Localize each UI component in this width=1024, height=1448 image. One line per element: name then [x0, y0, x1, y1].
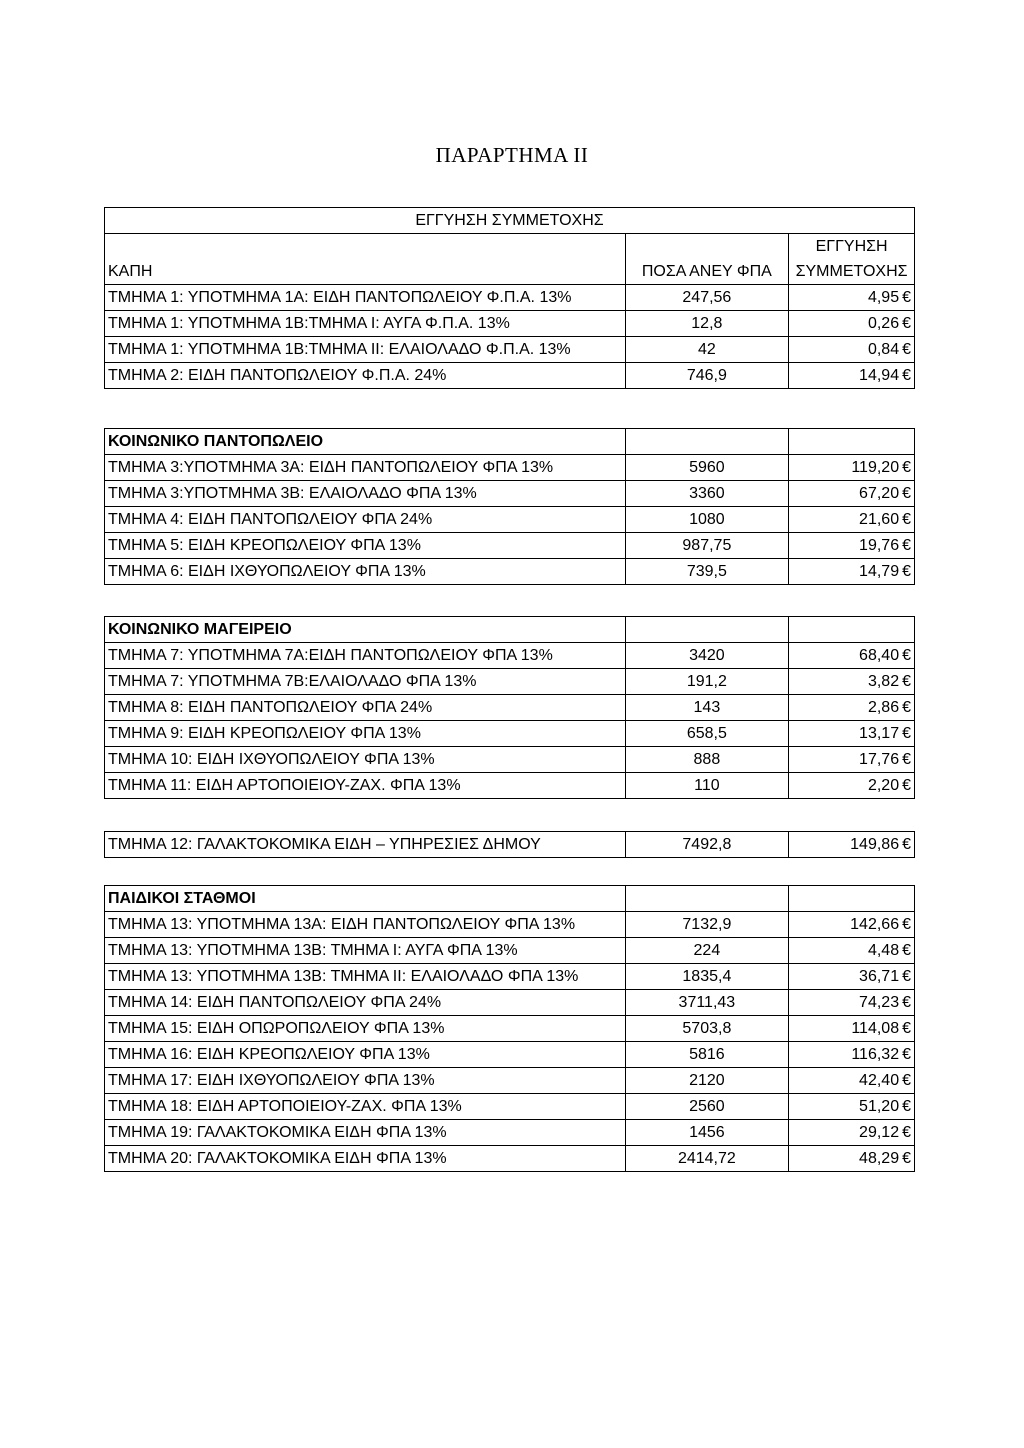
empty-cell [789, 617, 915, 643]
amount-value: 3360 [625, 481, 789, 507]
amount-value: 658,5 [625, 721, 789, 747]
table-row [105, 1068, 915, 1094]
empty-cell [625, 886, 789, 912]
amount-value: 3711,43 [625, 990, 789, 1016]
guarantee-cell [789, 363, 915, 389]
guarantee-value: 29,12 [859, 1124, 900, 1141]
euro-sign: € [902, 942, 911, 959]
guarantee-header-line2: ΣΥΜΜΕΤΟΧΗΣ [795, 263, 908, 280]
empty-cell [625, 617, 789, 643]
item-label: ΤΜΗΜΑ 7: ΥΠΟΤΜΗΜΑ 7Α:ΕΙΔΗ ΠΑΝΤΟΠΩΛΕΙΟΥ ΦΠΑ 13% [105, 643, 626, 669]
item-label: ΤΜΗΜΑ 17: ΕΙΔΗ ΙΧΘΥΟΠΩΛΕΙΟΥ ΦΠΑ 13% [105, 1068, 626, 1094]
amount-value: 5816 [625, 1042, 789, 1068]
amount-value: 1080 [625, 507, 789, 533]
item-label: ΤΜΗΜΑ 3:ΥΠΟΤΜΗΜΑ 3Β: ΕΛΑΙΟΛΑΔΟ ΦΠΑ 13% [105, 481, 626, 507]
guarantee-value: 142,66 [850, 916, 900, 933]
guarantee-value: 21,60 [859, 511, 900, 528]
guarantee-value: 36,71 [859, 968, 900, 985]
guarantee-value: 3,82 [867, 673, 900, 690]
amount-value: 5960 [625, 455, 789, 481]
euro-sign: € [902, 485, 911, 502]
guarantee-cell [789, 533, 915, 559]
item-label: ΤΜΗΜΑ 13: ΥΠΟΤΜΗΜΑ 13Β: ΤΜΗΜΑ ΙΙ: ΕΛΑΙΟΛΑΔΟ ΦΠΑ 13% [105, 964, 626, 990]
table-row [105, 747, 915, 773]
guarantee-value: 2,86 [867, 699, 900, 716]
amount-value: 7132,9 [625, 912, 789, 938]
euro-sign: € [902, 1150, 911, 1167]
amount-value: 12,8 [625, 311, 789, 337]
item-label: ΤΜΗΜΑ 2: ΕΙΔΗ ΠΑΝΤΟΠΩΛΕΙΟΥ Φ.Π.Α. 24% [105, 363, 626, 389]
guarantee-cell [789, 721, 915, 747]
amount-value: 1835,4 [625, 964, 789, 990]
amount-value: 224 [625, 938, 789, 964]
guarantee-cell [789, 481, 915, 507]
guarantee-cell [789, 1042, 915, 1068]
section-title: ΚΟΙΝΩΝΙΚΟ ΜΑΓΕΙΡΕΙΟ [105, 617, 626, 643]
guarantee-value: 42,40 [859, 1072, 900, 1089]
table-row [105, 695, 915, 721]
item-label: ΤΜΗΜΑ 10: ΕΙΔΗ ΙΧΘΥΟΠΩΛΕΙΟΥ ΦΠΑ 13% [105, 747, 626, 773]
table-row [105, 1016, 915, 1042]
guarantee-value: 68,40 [859, 647, 900, 664]
amount-value: 2560 [625, 1094, 789, 1120]
guarantee-cell [789, 832, 915, 858]
euro-sign: € [902, 341, 911, 358]
guarantee-cell [789, 1120, 915, 1146]
table-row [105, 938, 915, 964]
table-row [105, 507, 915, 533]
item-label: ΤΜΗΜΑ 8: ΕΙΔΗ ΠΑΝΤΟΠΩΛΕΙΟΥ ΦΠΑ 24% [105, 695, 626, 721]
amount-column-header: ΠΟΣΑ ΑΝΕΥ ΦΠΑ [625, 234, 789, 285]
euro-sign: € [902, 994, 911, 1011]
item-label: ΤΜΗΜΑ 1: ΥΠΟΤΜΗΜΑ 1Α: ΕΙΔΗ ΠΑΝΤΟΠΩΛΕΙΟΥ Φ.Π.Α. 13% [105, 285, 626, 311]
table-row [105, 533, 915, 559]
item-label: ΤΜΗΜΑ 4: ΕΙΔΗ ΠΑΝΤΟΠΩΛΕΙΟΥ ΦΠΑ 24% [105, 507, 626, 533]
guarantee-cell [789, 669, 915, 695]
euro-sign: € [902, 1124, 911, 1141]
table-row [105, 363, 915, 389]
table-row [105, 337, 915, 363]
guarantee-cell [789, 285, 915, 311]
euro-sign: € [902, 699, 911, 716]
item-label: ΤΜΗΜΑ 13: ΥΠΟΤΜΗΜΑ 13Α: ΕΙΔΗ ΠΑΝΤΟΠΩΛΕΙΟΥ ΦΠΑ 13% [105, 912, 626, 938]
guarantee-value: 67,20 [859, 485, 900, 502]
kapi-column-header: ΚΑΠΗ [105, 234, 626, 285]
guarantee-cell [789, 311, 915, 337]
guarantee-value: 74,23 [859, 994, 900, 1011]
guarantee-value: 14,94 [859, 367, 900, 384]
amount-value: 110 [625, 773, 789, 799]
table-row [105, 990, 915, 1016]
section-title: ΚΟΙΝΩΝΙΚΟ ΠΑΝΤΟΠΩΛΕΙΟ [105, 429, 626, 455]
guarantee-column-header [789, 234, 915, 285]
table-row [105, 285, 915, 311]
item-label: ΤΜΗΜΑ 15: ΕΙΔΗ ΟΠΩΡΟΠΩΛΕΙΟΥ ΦΠΑ 13% [105, 1016, 626, 1042]
table-row [105, 669, 915, 695]
euro-sign: € [902, 673, 911, 690]
guarantee-value: 119,20 [851, 459, 900, 476]
item-label: ΤΜΗΜΑ 16: ΕΙΔΗ ΚΡΕΟΠΩΛΕΙΟΥ ΦΠΑ 13% [105, 1042, 626, 1068]
euro-sign: € [902, 367, 911, 384]
guarantee-header: ΕΓΓΥΗΣΗ ΣΥΜΜΕΤΟΧΗΣ [105, 208, 915, 234]
guarantee-cell [789, 455, 915, 481]
euro-sign: € [902, 511, 911, 528]
euro-sign: € [902, 1046, 911, 1063]
guarantee-value: 4,48 [867, 942, 900, 959]
empty-cell [625, 429, 789, 455]
dairy-services-table [104, 831, 915, 858]
euro-sign: € [902, 537, 911, 554]
table-row [105, 1094, 915, 1120]
guarantee-value: 17,76 [859, 751, 900, 768]
table-row [105, 912, 915, 938]
amount-value: 143 [625, 695, 789, 721]
item-label: ΤΜΗΜΑ 11: ΕΙΔΗ ΑΡΤΟΠΟΙΕΙΟΥ-ΖΑΧ. ΦΠΑ 13% [105, 773, 626, 799]
table-row [105, 455, 915, 481]
euro-sign: € [902, 916, 911, 933]
guarantee-value: 149,86 [850, 836, 900, 853]
amount-value: 7492,8 [625, 832, 789, 858]
item-label: ΤΜΗΜΑ 14: ΕΙΔΗ ΠΑΝΤΟΠΩΛΕΙΟΥ ΦΠΑ 24% [105, 990, 626, 1016]
guarantee-cell [789, 507, 915, 533]
table-row [105, 311, 915, 337]
euro-sign: € [902, 315, 911, 332]
table-row [105, 832, 915, 858]
euro-sign: € [902, 968, 911, 985]
guarantee-cell [789, 559, 915, 585]
amount-value: 888 [625, 747, 789, 773]
euro-sign: € [902, 1072, 911, 1089]
guarantee-value: 51,20 [859, 1098, 900, 1115]
guarantee-value: 0,26 [867, 315, 900, 332]
item-label: ΤΜΗΜΑ 7: ΥΠΟΤΜΗΜΑ 7Β:ΕΛΑΙΟΛΑΔΟ ΦΠΑ 13% [105, 669, 626, 695]
euro-sign: € [902, 777, 911, 794]
euro-sign: € [902, 289, 911, 306]
guarantee-cell [789, 337, 915, 363]
amount-value: 191,2 [625, 669, 789, 695]
amount-value: 1456 [625, 1120, 789, 1146]
guarantee-cell [789, 773, 915, 799]
table-row [105, 721, 915, 747]
amount-value: 746,9 [625, 363, 789, 389]
item-label: ΤΜΗΜΑ 12: ΓΑΛΑΚΤΟΚΟΜΙΚΑ ΕΙΔΗ – ΥΠΗΡΕΣΙΕΣ ΔΗΜΟΥ [105, 832, 626, 858]
guarantee-cell [789, 747, 915, 773]
guarantee-cell [789, 695, 915, 721]
amount-value: 42 [625, 337, 789, 363]
item-label: ΤΜΗΜΑ 1: ΥΠΟΤΜΗΜΑ 1Β:ΤΜΗΜΑ Ι: ΑΥΓΑ Φ.Π.Α. 13% [105, 311, 626, 337]
guarantee-cell [789, 912, 915, 938]
guarantee-cell [789, 1094, 915, 1120]
euro-sign: € [902, 751, 911, 768]
guarantee-value: 114,08 [851, 1020, 900, 1037]
empty-cell [789, 429, 915, 455]
guarantee-value: 19,76 [859, 537, 900, 554]
amount-value: 3420 [625, 643, 789, 669]
social-grocery-table [104, 428, 915, 585]
item-label: ΤΜΗΜΑ 5: ΕΙΔΗ ΚΡΕΟΠΩΛΕΙΟΥ ΦΠΑ 13% [105, 533, 626, 559]
table-row [105, 1120, 915, 1146]
item-label: ΤΜΗΜΑ 13: ΥΠΟΤΜΗΜΑ 13Β: ΤΜΗΜΑ Ι: ΑΥΓΑ ΦΠΑ 13% [105, 938, 626, 964]
item-label: ΤΜΗΜΑ 19: ΓΑΛΑΚΤΟΚΟΜΙΚΑ ΕΙΔΗ ΦΠΑ 13% [105, 1120, 626, 1146]
table-row [105, 481, 915, 507]
guarantee-cell [789, 990, 915, 1016]
euro-sign: € [902, 459, 911, 476]
guarantee-cell [789, 938, 915, 964]
guarantee-cell [789, 1146, 915, 1172]
amount-value: 987,75 [625, 533, 789, 559]
item-label: ΤΜΗΜΑ 3:ΥΠΟΤΜΗΜΑ 3Α: ΕΙΔΗ ΠΑΝΤΟΠΩΛΕΙΟΥ ΦΠΑ 13% [105, 455, 626, 481]
euro-sign: € [902, 1098, 911, 1115]
item-label: ΤΜΗΜΑ 18: ΕΙΔΗ ΑΡΤΟΠΟΙΕΙΟΥ-ΖΑΧ. ΦΠΑ 13% [105, 1094, 626, 1120]
amount-value: 2414,72 [625, 1146, 789, 1172]
euro-sign: € [902, 563, 911, 580]
table-row [105, 643, 915, 669]
table-row [105, 773, 915, 799]
social-kitchen-table [104, 616, 915, 799]
page-title: ΠΑΡΑΡΤΗΜΑ ΙΙ [435, 143, 589, 167]
guarantee-value: 2,20 [867, 777, 900, 794]
item-label: ΤΜΗΜΑ 1: ΥΠΟΤΜΗΜΑ 1Β:ΤΜΗΜΑ ΙΙ: ΕΛΑΙΟΛΑΔΟ Φ.Π.Α. 13% [105, 337, 626, 363]
nurseries-table [104, 885, 915, 1172]
guarantee-cell [789, 964, 915, 990]
kapi-table [104, 207, 915, 389]
table-row [105, 559, 915, 585]
euro-sign: € [902, 725, 911, 742]
amount-value: 739,5 [625, 559, 789, 585]
guarantee-value: 4,95 [867, 289, 900, 306]
section-title: ΠΑΙΔΙΚΟΙ ΣΤΑΘΜΟΙ [105, 886, 626, 912]
euro-sign: € [902, 836, 911, 853]
guarantee-value: 13,17 [859, 725, 900, 742]
table-row [105, 1042, 915, 1068]
table-row [105, 1146, 915, 1172]
euro-sign: € [902, 647, 911, 664]
amount-value: 5703,8 [625, 1016, 789, 1042]
table-row [105, 964, 915, 990]
item-label: ΤΜΗΜΑ 20: ΓΑΛΑΚΤΟΚΟΜΙΚΑ ΕΙΔΗ ΦΠΑ 13% [105, 1146, 626, 1172]
item-label: ΤΜΗΜΑ 9: ΕΙΔΗ ΚΡΕΟΠΩΛΕΙΟΥ ΦΠΑ 13% [105, 721, 626, 747]
guarantee-cell [789, 1016, 915, 1042]
guarantee-value: 0,84 [867, 341, 900, 358]
guarantee-cell [789, 1068, 915, 1094]
guarantee-cell [789, 643, 915, 669]
amount-value: 2120 [625, 1068, 789, 1094]
guarantee-value: 48,29 [859, 1150, 900, 1167]
guarantee-value: 116,32 [851, 1046, 900, 1063]
guarantee-header-line1: ΕΓΓΥΗΣΗ [815, 238, 888, 255]
amount-value: 247,56 [625, 285, 789, 311]
guarantee-value: 14,79 [859, 563, 900, 580]
empty-cell [789, 886, 915, 912]
euro-sign: € [902, 1020, 911, 1037]
item-label: ΤΜΗΜΑ 6: ΕΙΔΗ ΙΧΘΥΟΠΩΛΕΙΟΥ ΦΠΑ 13% [105, 559, 626, 585]
